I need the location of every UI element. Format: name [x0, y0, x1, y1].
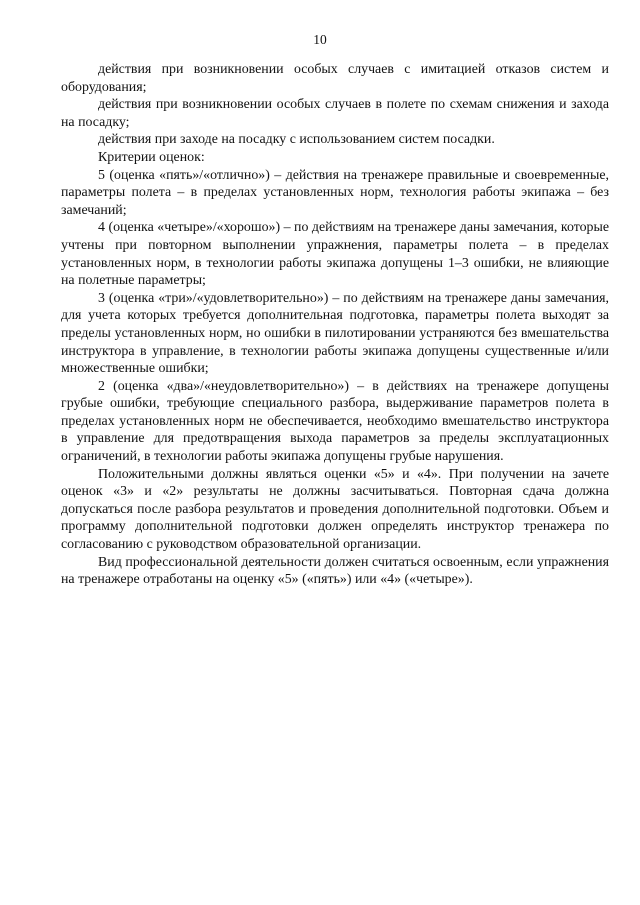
paragraph-grade-3: 3 (оценка «три»/«удовлетворительно») – по действиям на тренажере даны замечания, для учета которых требуется дополнительная подготовка, параметры полета выходят за пределы установленных норм, но ошибки в пилотировании устраняются без вмешательства инструктора в управление, в технологии работы экипажа допущены существенные и/или множественные ошибки;	[61, 290, 609, 377]
paragraph-grade-5: 5 (оценка «пять»/«отлично») – действия на тренажере правильные и своевременные, параметры полета – в пределах установленных норм, технология работы экипажа – без замечаний;	[61, 167, 609, 218]
paragraph-failures: действия при возникновении особых случаев с имитацией отказов систем и оборудования;	[61, 62, 609, 95]
paragraph-activity-mastered: Вид профессиональной деятельности должен считаться освоенным, если упражнения на тренажере отработаны на оценку «5» («пять») или «4» («четыре»).	[61, 554, 609, 588]
page-number: 10	[313, 32, 327, 47]
paragraph-criteria-heading: Критерии оценок:	[98, 149, 205, 165]
paragraph-grade-2: 2 (оценка «два»/«неудовлетворительно») – в действиях на тренажере допущены грубые ошибки, требующие специального разбора, выдерживание параметров полета в пределах установленных норм не обеспечивается, необходимо вмешательство инструктора в управление для предотвращения выхода параметров за пределы эксплуатационных ограничений, в технологии работы экипажа допущены грубые нарушения.	[61, 378, 609, 465]
paragraph-descent-schemes: действия при возникновении особых случаев в полете по схемам снижения и захода на посадку;	[61, 97, 609, 130]
paragraph-positive-grades: Положительными должны являться оценки «5» и «4». При получении на зачете оценок «3» и «2» результаты не должны засчитываться. Повторная сдача должна допускаться после разбора результатов и проведения дополнительной подготовки. Объем и программу дополнительной подготовки должен определять инструктор тренажера по согласованию с руководством образовательной организации.	[61, 466, 609, 553]
paragraph-grade-4: 4 (оценка «четыре»/«хорошо») – по действиям на тренажере даны замечания, которые учтены при повторном выполнении упражнения, параметры полета – в пределах установленных норм, в технологии работы экипажа допущены 1–3 ошибки, не влияющие на полетные параметры;	[61, 220, 609, 289]
document-body	[61, 61, 609, 589]
paragraph-landing-systems: действия при заходе на посадку с использованием систем посадки.	[98, 132, 495, 148]
